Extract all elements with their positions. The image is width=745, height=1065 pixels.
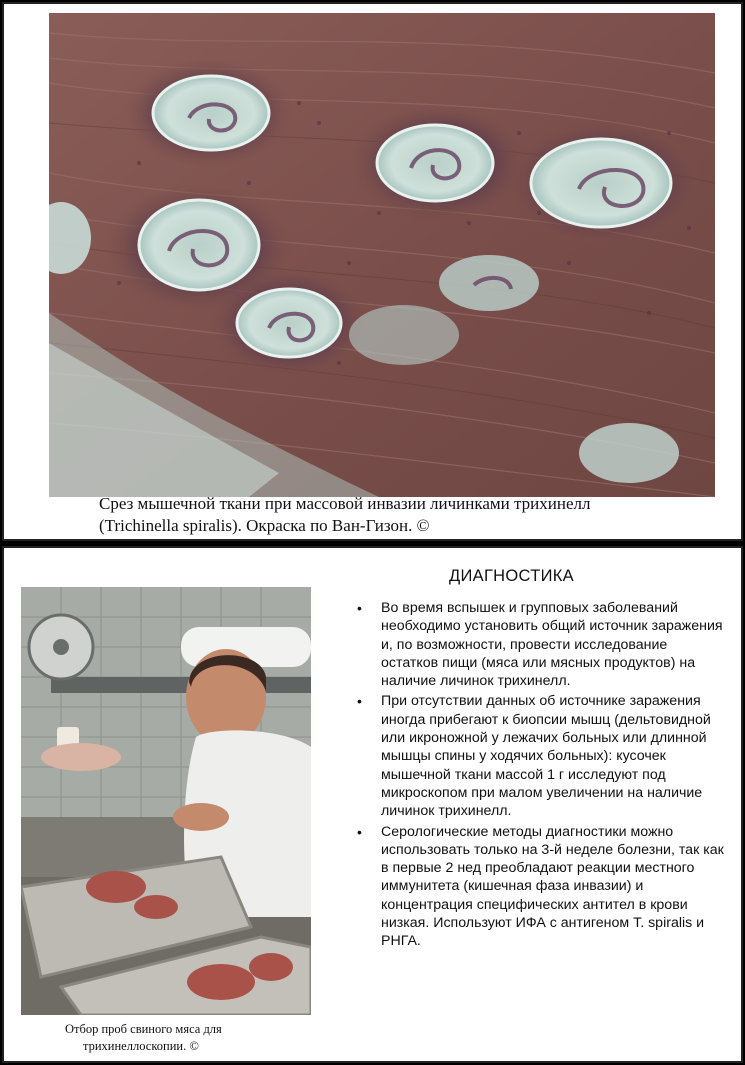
micrograph-caption-line1: Срез мышечной ткани при массовой инвазии личинками трихинелл (99, 494, 591, 513)
photo-caption-line2: трихинеллоскопии. © (83, 1039, 199, 1053)
trichinella-micrograph (49, 13, 715, 497)
bullet-icon: • (357, 693, 362, 710)
slide-diagnostics (4, 548, 741, 1061)
photo-caption-line1: Отбор проб свиного мяса для (65, 1022, 222, 1036)
bullet-item (357, 823, 725, 951)
bullet-item (357, 599, 725, 690)
micrograph-caption (99, 493, 719, 537)
bullet-text: Во время вспышек и групповых заболеваний необходимо установить общий источник заражения и, по возможности, провести исследование остатков пищи (мяса или мясных продуктов) на наличие личинок трихинелл. (381, 600, 723, 690)
micrograph-caption-line2: (Trichinella spiralis). Окраска по Ван-Гизон. © (99, 516, 430, 535)
slide-micrograph (4, 4, 741, 539)
bullet-text: Серологические методы диагностики можно использовать только на 3-й неделе болезни, так как в первые 2 нед преобладают реакции местного иммунитета (кишечная фаза инвазии) и концентрация специфических антител в крови низкая. Используют ИФА с антигеном T. spiralis и РНГА. (381, 823, 724, 950)
bullet-text: При отсутствии данных об источнике заражения иногда прибегают к биопсии мышц (дельтовидной или икроножной у лежачих больных или длинной мышцы спины у ходячих больных): кусочек мышечной ткани массой 1 г исследуют под микроскопом при малом увеличении на наличие личинок трихинелл. (381, 693, 711, 820)
photo-caption (65, 1021, 315, 1055)
slide-heading: ДИАГНОСТИКА (449, 567, 574, 585)
bullet-item (357, 692, 725, 820)
bullet-icon: • (357, 600, 362, 616)
meat-sampling-photo (21, 587, 311, 1015)
diagnostics-bullet-list (357, 599, 725, 953)
bullet-icon: • (357, 823, 362, 840)
